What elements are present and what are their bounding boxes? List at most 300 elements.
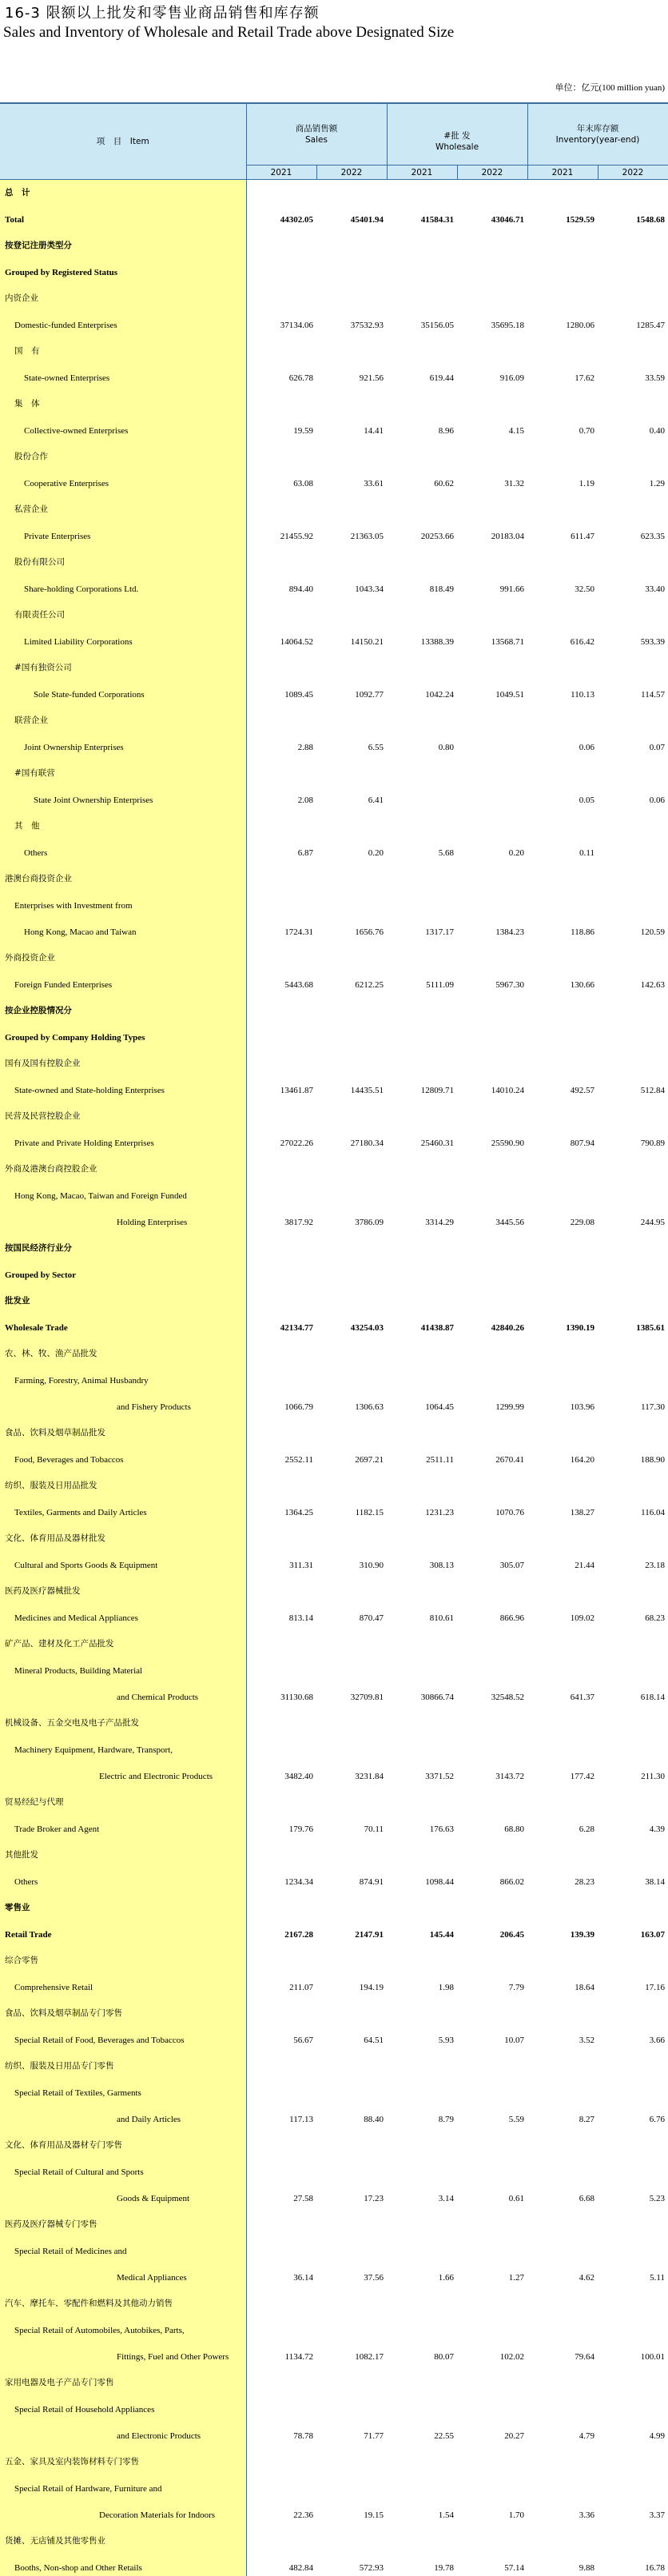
value-cell [387,2127,457,2154]
value-cell: 482.84 [288,2562,313,2573]
value-cell [316,386,387,413]
table-row [0,465,668,492]
value-cell [316,1151,387,1178]
value-cell [598,1019,668,1046]
value-cell [387,1178,457,1204]
value-cell: 1384.23 [495,927,524,937]
value-cell [457,782,527,808]
row-label: Joint Ownership Enterprises [0,729,246,756]
value-cell [246,1415,316,1442]
value-cell: 5.68 [438,847,454,858]
row-label: Medicines and Medical Appliances [0,1600,246,1626]
value-cell: 4.99 [649,2430,666,2441]
value-cell: 1280.06 [566,320,594,330]
year-header: 2022 [316,165,387,180]
value-cell: 0.11 [579,847,594,858]
table-row [0,1732,668,1758]
value-cell [387,386,457,413]
row-label: 农、林、牧、渔产品批发 [0,1336,246,1362]
value-cell [598,887,668,914]
value-cell: 310.90 [359,1560,384,1570]
value-cell [457,544,527,571]
value-cell [457,1943,527,1969]
value-cell [457,1705,527,1732]
value-cell [316,1362,387,1389]
value-cell [246,2523,316,2550]
row-label: Private Enterprises [0,518,246,544]
value-cell [527,492,598,518]
table-row [0,1072,668,1099]
value-cell [457,333,527,360]
value-cell: 17.16 [645,1982,666,1992]
value-cell: 31.32 [504,478,524,488]
wholesale-header-cn: #批 发 [443,131,471,141]
value-cell [457,2391,527,2418]
value-cell: 244.95 [640,1217,666,1227]
value-cell: 8.27 [579,2114,594,2124]
value-cell [246,703,316,729]
value-cell: 177.42 [570,1771,594,1781]
value-cell: 3314.29 [425,1217,454,1227]
table-row [0,650,668,676]
value-cell [598,1573,668,1600]
value-cell: 308.13 [429,1560,454,1570]
table-body [0,180,668,2576]
value-cell: 33.61 [364,478,384,488]
value-cell: 206.45 [499,1929,524,1940]
value-cell: 626.78 [288,373,313,383]
row-label: Share-holding Corporations Ltd. [0,571,246,597]
value-cell: 818.49 [429,584,454,594]
table-row [0,2075,668,2101]
table-row [0,756,668,782]
table-row [0,1758,668,1784]
value-cell: 22.55 [434,2430,454,2441]
value-cell: 63.08 [293,478,313,488]
value-cell [598,228,668,254]
row-label: Grouped by Company Holding Types [0,1019,246,1046]
row-label: 民营及民营控股企业 [0,1099,246,1125]
value-cell [457,808,527,835]
inventory-column-header [527,103,668,165]
value-cell [316,2233,387,2259]
value-cell [527,1626,598,1653]
value-cell [316,703,387,729]
value-cell [598,2127,668,2154]
value-cell: 37532.93 [350,320,384,330]
value-cell [316,1626,387,1653]
value-cell: 1.27 [508,2272,524,2283]
row-label: Textiles, Garments and Daily Articles [0,1494,246,1521]
value-cell [246,1521,316,1547]
value-cell [387,2048,457,2075]
value-cell [457,180,527,201]
value-cell [316,597,387,624]
value-cell: 305.07 [499,1560,524,1570]
table-row [0,1679,668,1705]
table-title-english: Sales and Inventory of Wholesale and Retail Trade above Designated Size [3,24,455,41]
value-cell [598,2286,668,2312]
value-cell [527,940,598,967]
value-cell: 188.90 [640,1454,666,1465]
row-label: State Joint Ownership Enterprises [0,782,246,808]
value-cell [387,2391,457,2418]
value-cell [246,2154,316,2180]
value-cell [387,1653,457,1679]
value-cell [598,2207,668,2233]
value-cell [246,2233,316,2259]
value-cell: 33.40 [645,584,666,594]
value-cell [457,1573,527,1600]
value-cell: 790.89 [640,1138,666,1148]
value-cell [316,2312,387,2339]
value-cell [387,1336,457,1362]
value-cell [246,2075,316,2101]
table-row [0,1890,668,1916]
value-cell [387,1996,457,2022]
value-cell [457,1626,527,1653]
value-cell [457,756,527,782]
value-cell: 6.28 [579,1824,594,1834]
table-row [0,861,668,887]
value-cell [387,2154,457,2180]
inventory-header-en: Inventory(year-end) [555,135,640,145]
table-row [0,281,668,307]
value-cell: 20253.66 [420,531,454,541]
table-row [0,1310,668,1336]
row-label: and Daily Articles [0,2101,246,2127]
value-cell: 1064.45 [425,1402,454,1412]
value-cell [598,1705,668,1732]
row-label: Limited Liability Corporations [0,624,246,650]
value-cell [457,1099,527,1125]
value-cell [598,333,668,360]
table-row [0,2418,668,2444]
value-cell [246,597,316,624]
value-cell: 13568.71 [491,636,524,647]
row-label: 按企业控股情况分 [0,993,246,1019]
value-cell: 138.27 [570,1507,594,1517]
value-cell [246,1336,316,1362]
value-cell: 3.37 [649,2510,666,2520]
value-cell [457,2207,527,2233]
value-cell [246,2444,316,2470]
value-cell: 2.88 [297,742,313,752]
value-cell: 1082.17 [355,2351,384,2362]
value-cell [387,1705,457,1732]
value-cell: 13461.87 [280,1085,313,1095]
value-cell [598,492,668,518]
value-cell [527,1890,598,1916]
value-cell [457,1257,527,1283]
value-cell: 4.15 [508,425,524,436]
value-cell [527,2207,598,2233]
value-cell: 619.44 [429,373,454,383]
value-cell [246,2470,316,2497]
value-cell [598,1996,668,2022]
table-row [0,1811,668,1837]
value-cell: 109.02 [570,1613,594,1623]
value-cell [527,1178,598,1204]
value-cell [527,2470,598,2497]
value-cell [527,861,598,887]
value-cell [387,333,457,360]
value-cell [598,2154,668,2180]
value-cell [457,1283,527,1310]
row-label: Retail Trade [0,1916,246,1943]
table-row [0,2470,668,2497]
value-cell [316,2391,387,2418]
value-cell: 874.91 [359,1876,384,1887]
value-cell: 60.62 [434,478,454,488]
value-cell [457,1415,527,1442]
value-cell [457,1732,527,1758]
value-cell [527,333,598,360]
value-cell: 37134.06 [280,320,313,330]
value-cell: 2167.28 [284,1929,313,1940]
value-cell [457,2523,527,2550]
value-cell: 20183.04 [491,531,524,541]
value-cell: 6.87 [297,847,313,858]
value-cell: 1092.77 [355,689,384,700]
row-label: 汽车、摩托车、零配件和燃料及其他动力销售 [0,2286,246,2312]
value-cell [246,180,316,201]
value-cell: 14010.24 [491,1085,524,1095]
table-row [0,887,668,914]
value-cell [457,703,527,729]
value-cell: 3.66 [649,2035,666,2045]
value-cell: 593.39 [640,636,666,647]
value-cell [527,887,598,914]
value-cell [527,2048,598,2075]
value-cell: 572.93 [359,2562,384,2573]
value-cell [316,2048,387,2075]
row-label: 货摊、无店铺及其他零售业 [0,2523,246,2550]
value-cell [246,492,316,518]
value-cell: 30866.74 [420,1692,454,1702]
row-label: Holding Enterprises [0,1204,246,1230]
value-cell [527,281,598,307]
table-row [0,940,668,967]
table-row [0,2444,668,2470]
value-cell: 57.14 [504,2562,524,2573]
table-row [0,2497,668,2523]
row-label: 食品、饮料及烟草制品专门零售 [0,1996,246,2022]
value-cell: 18.64 [575,1982,594,1992]
row-label: 外商投资企业 [0,940,246,967]
table-row [0,386,668,413]
value-cell [527,2444,598,2470]
value-cell: 5.23 [649,2193,666,2203]
value-cell [598,1415,668,1442]
table-row [0,180,668,201]
value-cell: 118.86 [571,927,594,937]
value-cell [316,1943,387,1969]
value-cell [387,1837,457,1864]
value-cell [387,2365,457,2391]
value-cell: 42134.77 [280,1322,313,1333]
value-cell: 21.44 [575,1560,594,1570]
table-row [0,835,668,861]
row-label: 矿产品、建材及化工产品批发 [0,1626,246,1653]
value-cell: 1656.76 [355,927,384,937]
value-cell [457,2470,527,2497]
value-cell: 25460.31 [420,1138,454,1148]
row-label: 纺织、服装及日用品批发 [0,1468,246,1494]
row-label: Collective-owned Enterprises [0,413,246,439]
row-label: Grouped by Registered Status [0,254,246,281]
value-cell [316,2286,387,2312]
value-cell [387,228,457,254]
row-label: and Electronic Products [0,2418,246,2444]
value-cell: 194.19 [359,1982,384,1992]
value-cell: 211.30 [641,1771,666,1781]
value-cell [527,1943,598,1969]
year-header: 2021 [387,165,457,180]
value-cell: 3.14 [438,2193,454,2203]
table-row [0,808,668,835]
row-label: 总 计 [0,180,246,201]
value-cell: 17.23 [364,2193,384,2203]
value-cell: 44302.05 [280,214,313,225]
row-label: and Chemical Products [0,1679,246,1705]
value-cell [457,1890,527,1916]
row-label: 医药及医疗器械专门零售 [0,2207,246,2233]
value-cell [457,650,527,676]
value-cell [527,2286,598,2312]
value-cell [387,2523,457,2550]
sales-column-header [246,103,387,165]
value-cell [387,861,457,887]
item-column-header: 项 目 Item [0,103,246,180]
value-cell: 1285.47 [636,320,666,330]
value-cell: 1548.68 [636,214,666,225]
value-cell [598,993,668,1019]
value-cell [246,1362,316,1389]
value-cell: 163.07 [640,1929,666,1940]
value-cell: 866.96 [499,1613,524,1623]
row-label: Foreign Funded Enterprises [0,967,246,993]
value-cell [387,2470,457,2497]
value-cell: 3371.52 [425,1771,454,1781]
table-row [0,1943,668,1969]
value-cell [598,1521,668,1547]
table-row [0,993,668,1019]
value-cell [457,1362,527,1389]
value-cell [246,254,316,281]
value-cell: 102.02 [499,2351,524,2362]
value-cell [387,1151,457,1178]
value-cell [457,1784,527,1811]
value-cell [387,1732,457,1758]
table-row [0,1046,668,1072]
value-cell [527,2391,598,2418]
value-cell: 921.56 [359,373,384,383]
row-label: Sole State-funded Corporations [0,676,246,703]
value-cell: 5111.09 [426,979,454,990]
value-cell [527,2127,598,2154]
value-cell: 22.36 [293,2510,313,2520]
value-cell: 36.14 [293,2272,313,2283]
value-cell [246,228,316,254]
table-row [0,2101,668,2127]
value-cell [457,281,527,307]
table-row [0,333,668,360]
value-cell: 1089.45 [284,689,313,700]
value-cell [316,1046,387,1072]
value-cell [598,1178,668,1204]
value-cell: 28.23 [575,1876,594,1887]
row-label: 其他批发 [0,1837,246,1864]
value-cell: 1182.15 [355,1507,384,1517]
value-cell [246,887,316,914]
table-row [0,2339,668,2365]
value-cell [246,1626,316,1653]
table-row [0,1969,668,1996]
row-label: 贸易经纪与代理 [0,1784,246,1811]
value-cell [246,1468,316,1494]
value-cell: 1317.17 [425,927,454,937]
value-cell [598,2233,668,2259]
value-cell [246,1046,316,1072]
row-label: Trade Broker and Agent [0,1811,246,1837]
value-cell [316,544,387,571]
value-cell [457,1151,527,1178]
value-cell: 6212.25 [355,979,384,990]
value-cell [527,1705,598,1732]
row-label: and Fishery Products [0,1389,246,1415]
value-cell: 1.19 [579,478,594,488]
value-cell [598,2048,668,2075]
value-cell [246,1943,316,1969]
value-cell: 14064.52 [280,636,313,647]
value-cell: 19.15 [364,2510,384,2520]
value-cell [457,1521,527,1547]
value-cell: 1042.24 [425,689,454,700]
value-cell [457,1996,527,2022]
table-row [0,1916,668,1943]
value-cell: 311.31 [289,1560,313,1570]
value-cell [457,2048,527,2075]
row-label: 纺织、服装及日用品专门零售 [0,2048,246,2075]
table-row [0,544,668,571]
row-label: 按登记注册类型分 [0,228,246,254]
value-cell: 0.61 [508,2193,524,2203]
value-cell [387,2286,457,2312]
table-row [0,2022,668,2048]
value-cell [246,1099,316,1125]
table-row [0,914,668,940]
value-cell [527,808,598,835]
row-label: Hong Kong, Macao, Taiwan and Foreign Funded [0,1178,246,1204]
row-label: 零售业 [0,1890,246,1916]
value-cell [316,1257,387,1283]
value-cell [246,1705,316,1732]
value-cell [316,940,387,967]
value-cell [598,756,668,782]
value-cell [527,1099,598,1125]
value-cell: 3786.09 [355,1217,384,1227]
value-cell [598,2444,668,2470]
value-cell [457,492,527,518]
row-label: 联营企业 [0,703,246,729]
row-label: 医药及医疗器械批发 [0,1573,246,1600]
value-cell: 14150.21 [350,636,384,647]
value-cell: 130.66 [570,979,594,990]
value-cell: 810.61 [429,1613,454,1623]
value-cell: 6.76 [649,2114,666,2124]
table-row [0,1600,668,1626]
